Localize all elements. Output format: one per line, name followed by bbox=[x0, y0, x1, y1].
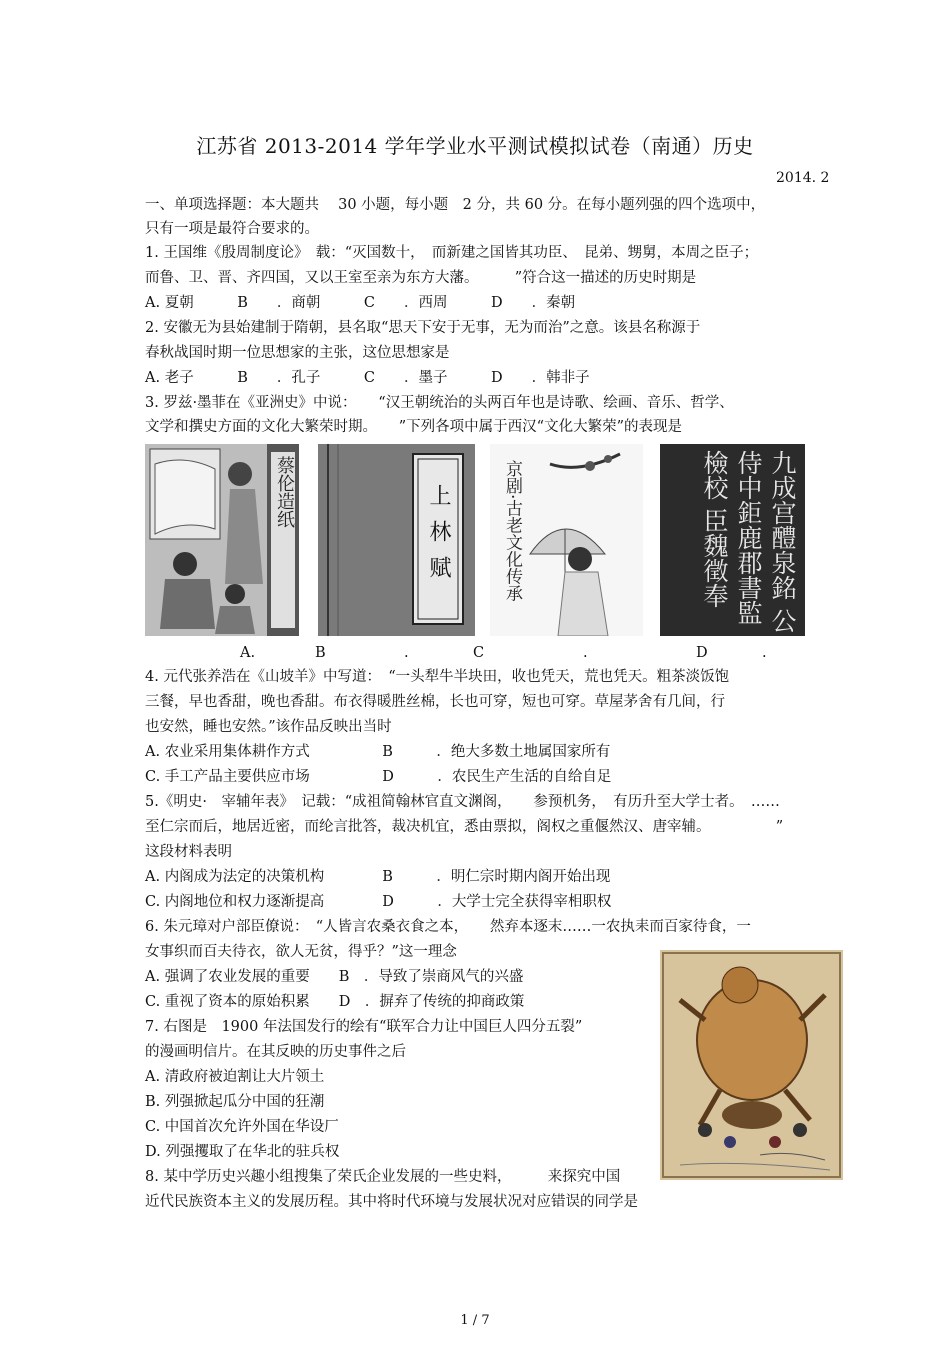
opera-caption: 京剧·古老文化传承 bbox=[502, 460, 522, 602]
question-4-options-ab: A. 农业采用集体耕作方式 B ．绝大多数土地属国家所有 bbox=[145, 744, 611, 760]
question-7-line-2: 的漫画明信片。在其反映的历史事件之后 bbox=[145, 1044, 406, 1060]
question-5-options-cd: C. 内阁地位和权力逐渐提高 D ．大学士完全获得宰相职权 bbox=[145, 894, 612, 910]
question-5-options-ab: A. 内阁成为法定的决策机构 B ．明仁宗时期内阁开始出现 bbox=[145, 869, 611, 885]
question-5-line-3: 这段材料表明 bbox=[145, 844, 232, 860]
section-instruction-line-1: 一、单项选择题：本大题共 30 小题，每小题 2 分，共 60 分。在每小题列强的四个选项中， bbox=[145, 197, 766, 213]
question-1-options: A. 夏朝 B ．商朝 C ．西周 D ．秦朝 bbox=[145, 295, 576, 311]
question-4-line-3: 也安然，睡也安然。”该作品反映出当时 bbox=[145, 719, 392, 735]
calligraphy-text: 九成宫醴泉銘 公侍中鉅鹿郡書監檢校 臣魏徵奉 bbox=[700, 450, 797, 633]
question-7-option-a: A. 清政府被迫割让大片领土 bbox=[145, 1069, 325, 1085]
question-4-line-2: 三餐，早也香甜，晚也香甜。布衣得暖胜丝棉，长也可穿，短也可穿。草屋茅舍有几间，行 bbox=[145, 694, 725, 710]
option-c-opera-image bbox=[490, 444, 643, 636]
question-7-option-c: C. 中国首次允许外国在华设厂 bbox=[145, 1119, 339, 1135]
image-option-d-label: D bbox=[696, 645, 708, 661]
option-d-calligraphy-image bbox=[660, 444, 805, 636]
papermaking-caption: 蔡伦造纸 bbox=[274, 456, 295, 528]
question-3-line-1: 3. 罗兹·墨菲在《亚洲史》中说： “汉王朝统治的头两百年也是诗歌、绘画、音乐、哲学、 bbox=[145, 395, 734, 411]
exam-title: 江苏省 2013-2014 学年学业水平测试模拟试卷（南通）历史 bbox=[196, 134, 754, 158]
question-4-options-cd: C. 手工产品主要供应市场 D ．农民生产生活的自给自足 bbox=[145, 769, 612, 785]
question-2-options: A. 老子 B ．孔子 C ．墨子 D ．韩非子 bbox=[145, 370, 590, 386]
exam-date: 2014. 2 bbox=[776, 170, 830, 186]
image-option-a-label: A. bbox=[240, 645, 256, 661]
question-6-options-ab: A. 强调了农业发展的重要 B ．导致了崇商风气的兴盛 bbox=[145, 969, 524, 985]
question-5-line-1: 5.《明史· 宰辅年表》 记载：“成祖简翰林官直文渊阁， 参预机务， 有历升至大学士者。 …… bbox=[145, 794, 780, 810]
image-option-b-label: B bbox=[315, 645, 326, 661]
question-4-line-1: 4. 元代张养浩在《山坡羊》中写道： “一头犁牛半块田，收也凭天，荒也凭天。粗茶淡饭饱 bbox=[145, 669, 730, 685]
section-instruction-line-2: 只有一项是最符合要求的。 bbox=[145, 221, 319, 237]
question-2-line-1: 2. 安徽无为县始建制于隋朝，县名取“思天下安于无事，无为而治”之意。该县名称源于 bbox=[145, 320, 701, 336]
page-number: 1 / 7 bbox=[460, 1313, 490, 1328]
image-option-b-dot: . bbox=[404, 645, 409, 661]
question-2-line-2: 春秋战国时期一位思想家的主张，这位思想家是 bbox=[145, 345, 450, 361]
question-5-line-2: 至仁宗而后，地居近密，而纶言批答，裁决机宜，悉由票拟，阁权之重偃然汉、唐宰辅。 ” bbox=[145, 819, 784, 835]
question-8-line-2: 近代民族资本主义的发展历程。其中将时代环境与发展状况对应错误的同学是 bbox=[145, 1194, 638, 1210]
image-option-c-label: C bbox=[473, 645, 485, 661]
question-8-line-1: 8. 某中学历史兴趣小组搜集了荣氏企业发展的一些史料， 来探究中国 bbox=[145, 1169, 621, 1185]
question-1-line-1: 1. 王国维《殷周制度论》 载：“灭国数十， 而新建之国皆其功臣、 昆弟、甥舅，本周之臣子； bbox=[145, 245, 759, 261]
question-6-line-2: 女事织而百夫待衣，欲人无贫，得乎？”这一理念 bbox=[145, 944, 457, 960]
question-7-option-d: D. 列强攫取了在华北的驻兵权 bbox=[145, 1144, 340, 1160]
option-a-papermaking-image bbox=[145, 444, 299, 636]
question-7-line-1: 7. 右图是 1900 年法国发行的绘有“联军合力让中国巨人四分五裂” bbox=[145, 1019, 583, 1035]
image-option-c-dot: . bbox=[583, 645, 588, 661]
question-6-line-1: 6. 朱元璋对户部臣僚说： “人皆言农桑衣食之本， 然弃本逐末……一农执耒而百家待食，一 bbox=[145, 919, 751, 935]
question-7-option-b: B. 列强掀起瓜分中国的狂潮 bbox=[145, 1094, 325, 1110]
question-6-options-cd: C. 重视了资本的原始积累 D ．摒弃了传统的抑商政策 bbox=[145, 994, 525, 1010]
question-7-postcard-image bbox=[660, 950, 843, 1180]
option-b-book-image bbox=[318, 444, 475, 636]
image-option-d-dot: . bbox=[762, 645, 767, 661]
question-3-line-2: 文学和撰史方面的文化大繁荣时期。 ”下列各项中属于西汉“文化大繁荣”的表现是 bbox=[145, 419, 682, 435]
question-1-line-2: 而鲁、卫、晋、齐四国，又以王室至亲为东方大藩。 ”符合这一描述的历史时期是 bbox=[145, 270, 697, 286]
book-title: 上林赋 bbox=[426, 484, 451, 592]
